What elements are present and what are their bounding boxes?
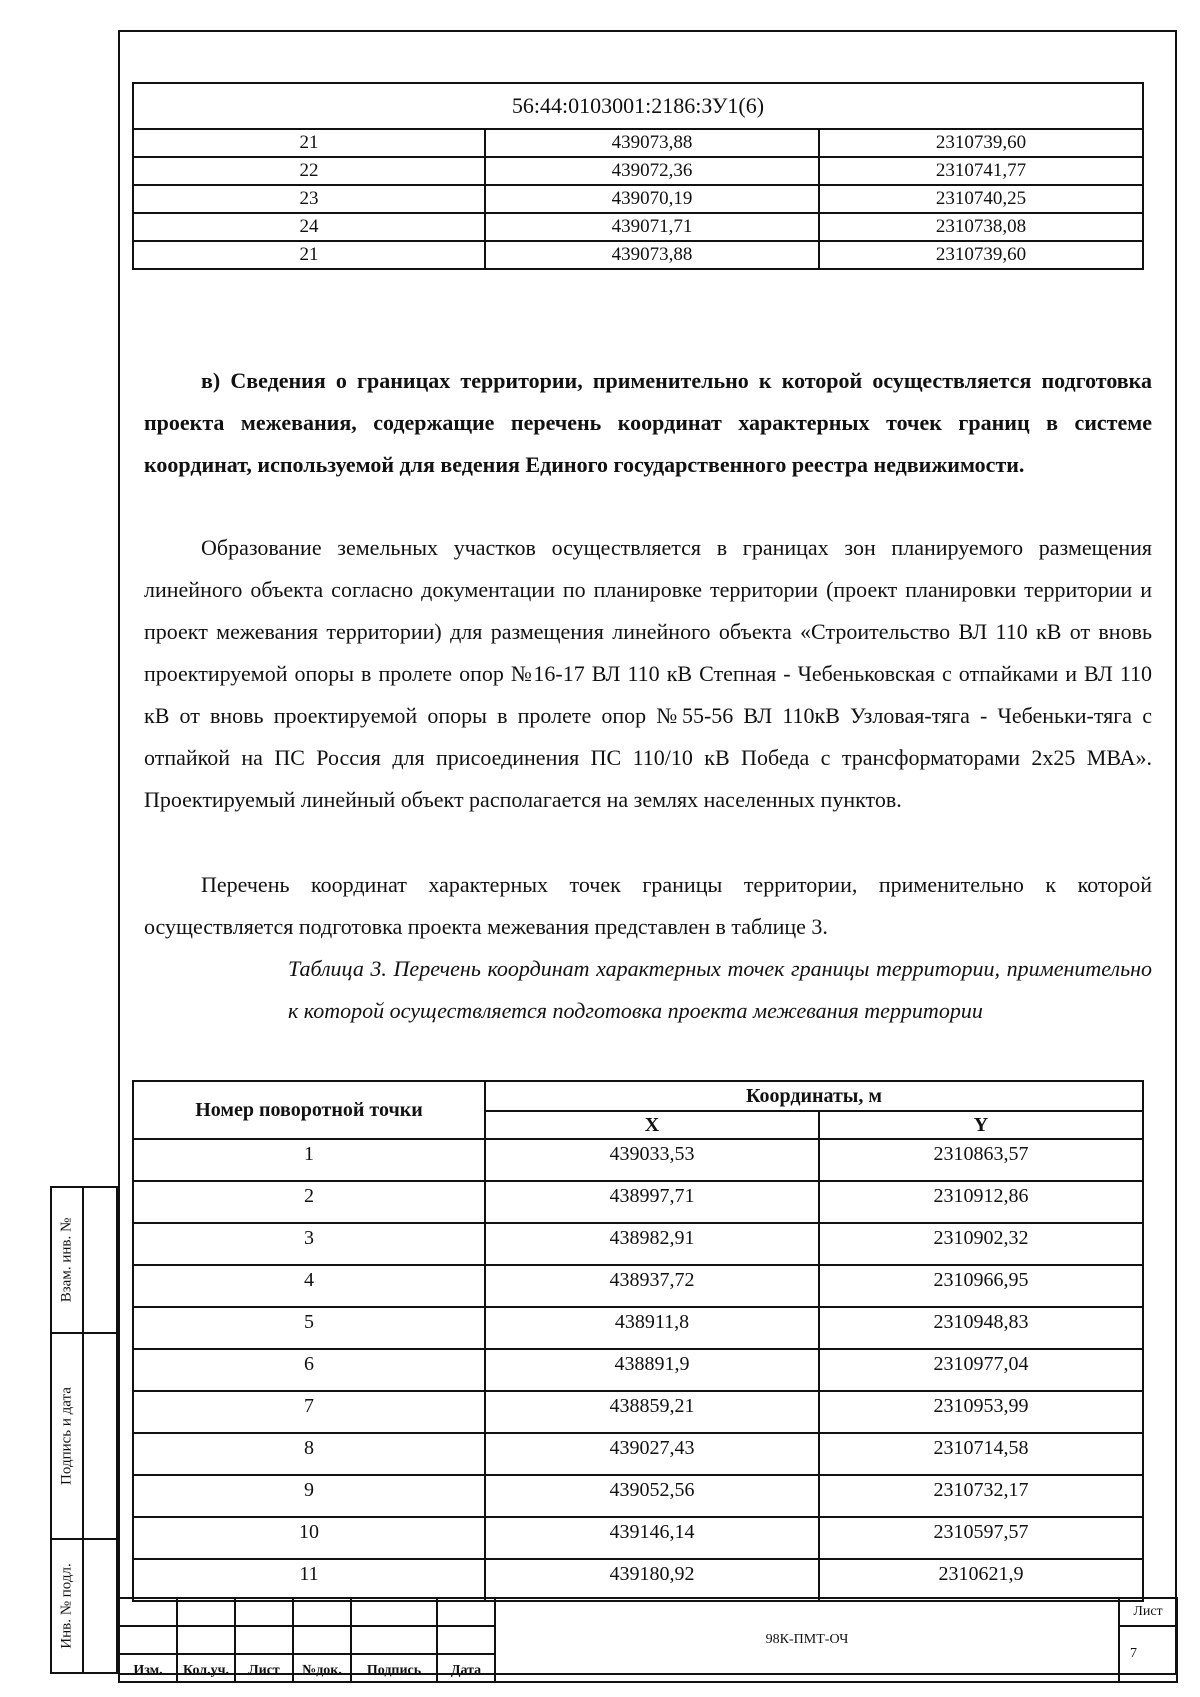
coord-x: 439073,88 (485, 241, 819, 269)
stamp-cell (293, 1598, 351, 1626)
coord-x: 439146,14 (485, 1517, 819, 1559)
coord-y: 2310738,08 (819, 213, 1143, 241)
coord-x: 438911,8 (485, 1307, 819, 1349)
table-row (133, 1307, 1143, 1349)
header-point-number: Номер поворотной точки (133, 1081, 485, 1139)
stamp-col-count: Кол.уч. (177, 1654, 235, 1682)
header-y: Y (819, 1111, 1143, 1139)
coord-y: 2310714,58 (819, 1433, 1143, 1475)
coord-y: 2310739,60 (819, 129, 1143, 157)
coord-y: 2310977,04 (819, 1349, 1143, 1391)
document-code: 98К-ПМТ-ОЧ (495, 1598, 1119, 1682)
sidebar-cell-replace-inv (50, 1186, 84, 1334)
stamp-col-signature: Подпись (351, 1654, 437, 1682)
table-row (133, 213, 1143, 241)
table-row (133, 1391, 1143, 1433)
sidebar-label: Взам. инв. № (58, 1217, 75, 1303)
sheet-number: 7 (1119, 1626, 1177, 1682)
point-number: 22 (133, 157, 485, 185)
coord-x: 439027,43 (485, 1433, 819, 1475)
coord-x: 439070,19 (485, 185, 819, 213)
stamp-cell (437, 1598, 495, 1626)
header-coordinates: Координаты, м (485, 1081, 1143, 1111)
coord-x: 438891,9 (485, 1349, 819, 1391)
point-number: 21 (133, 241, 485, 269)
stamp-col-sheet: Лист (235, 1654, 293, 1682)
stamp-cell (235, 1598, 293, 1626)
point-number: 3 (133, 1223, 485, 1265)
table-row (133, 1139, 1143, 1181)
point-number: 9 (133, 1475, 485, 1517)
table-row (133, 157, 1143, 185)
top-coordinates-table (132, 82, 1144, 270)
sidebar-label: Подпись и дата (58, 1387, 75, 1485)
coord-x: 439033,53 (485, 1139, 819, 1181)
table-row (133, 1559, 1143, 1601)
stamp-cell (177, 1598, 235, 1626)
sidebar-blank-cell (82, 1186, 118, 1334)
coord-x: 438937,72 (485, 1265, 819, 1307)
coord-y: 2310912,86 (819, 1181, 1143, 1223)
boundary-points-table (132, 1080, 1144, 1602)
table-row (133, 1349, 1143, 1391)
paragraph-text: Перечень координат характерных точек границы территории, применительно к которой осуществляется подготовка проекта межевания представлен в таблице 3. (144, 872, 1152, 939)
coord-y: 2310948,83 (819, 1307, 1143, 1349)
coord-y: 2310953,99 (819, 1391, 1143, 1433)
stamp-cell (351, 1598, 437, 1626)
coord-x: 439071,71 (485, 213, 819, 241)
title-block (118, 1597, 1178, 1683)
coord-x: 439073,88 (485, 129, 819, 157)
stamp-cell (119, 1626, 177, 1654)
point-number: 7 (133, 1391, 485, 1433)
section-v (144, 360, 1152, 486)
point-number: 1 (133, 1139, 485, 1181)
table-row (133, 185, 1143, 213)
coord-y: 2310966,95 (819, 1265, 1143, 1307)
point-number: 6 (133, 1349, 485, 1391)
stamp-cell (235, 1626, 293, 1654)
table-row (133, 129, 1143, 157)
table-title-row (133, 83, 1143, 129)
coord-y: 2310902,32 (819, 1223, 1143, 1265)
table-row (133, 1265, 1143, 1307)
point-number: 21 (133, 129, 485, 157)
coord-y: 2310732,17 (819, 1475, 1143, 1517)
point-number: 2 (133, 1181, 485, 1223)
coord-x: 438859,21 (485, 1391, 819, 1433)
coord-x: 439180,92 (485, 1559, 819, 1601)
sidebar-blank-cell (82, 1538, 118, 1674)
sheet-label: Лист (1119, 1598, 1177, 1626)
point-number: 23 (133, 185, 485, 213)
header-x: X (485, 1111, 819, 1139)
coord-y: 2310741,77 (819, 157, 1143, 185)
coord-x: 439052,56 (485, 1475, 819, 1517)
point-number: 11 (133, 1559, 485, 1601)
sidebar-label: Инв. № подл. (58, 1563, 75, 1649)
table-row (133, 1223, 1143, 1265)
coord-y: 2310621,9 (819, 1559, 1143, 1601)
point-number: 8 (133, 1433, 485, 1475)
stamp-col-date: Дата (437, 1654, 495, 1682)
stamp-cell (437, 1626, 495, 1654)
header-row (133, 1081, 1143, 1111)
sidebar-cell-signature-date (50, 1332, 84, 1540)
stamp-col-change: Изм. (119, 1654, 177, 1682)
stamp-cell (351, 1626, 437, 1654)
sidebar-blank-cell (82, 1332, 118, 1540)
coord-x: 438982,91 (485, 1223, 819, 1265)
table-row (133, 241, 1143, 269)
table-row (133, 1475, 1143, 1517)
paragraph-1 (144, 527, 1152, 821)
coord-x: 438997,71 (485, 1181, 819, 1223)
coord-x: 439072,36 (485, 157, 819, 185)
table-row (133, 1433, 1143, 1475)
stamp-cell (119, 1598, 177, 1626)
point-number: 10 (133, 1517, 485, 1559)
table-row (133, 1517, 1143, 1559)
stamp-col-doc: №док. (293, 1654, 351, 1682)
coord-y: 2310863,57 (819, 1139, 1143, 1181)
table-caption: Таблица 3. Перечень координат характерных точек границы территории, применительно к которой осуществляется подготовка проекта межевания территории (288, 956, 1152, 1023)
sidebar-cell-inv-original (50, 1538, 84, 1674)
table-row (133, 1181, 1143, 1223)
parcel-number: 56:44:0103001:2186:ЗУ1(6) (133, 83, 1143, 129)
coord-y: 2310739,60 (819, 241, 1143, 269)
coord-y: 2310597,57 (819, 1517, 1143, 1559)
coord-y: 2310740,25 (819, 185, 1143, 213)
paragraph-2 (144, 864, 1152, 948)
stamp-cell (293, 1626, 351, 1654)
point-number: 5 (133, 1307, 485, 1349)
point-number: 24 (133, 213, 485, 241)
paragraph-text: Образование земельных участков осуществляется в границах зон планируемого размещения линейного объекта согласно документации по планировке территории (проект планировки территории и проект межевания территории) для размещения линейного объекта «Строительство ВЛ 110 кВ от вновь проектируемой опоры в пролете опор №16-17 ВЛ 110 кВ Степная - Чебеньковская с отпайками и ВЛ 110 кВ от вновь проектируемой опоры в пролете опор №55-56 ВЛ 110кВ Узловая-тяга - Чебеньки-тяга с отпайкой на ПС Россия для присоединения ПС 110/10 кВ Победа с трансформаторами 2х25 МВА». Проектируемый линейный объект располагается на землях населенных пунктов. (144, 535, 1152, 812)
point-number: 4 (133, 1265, 485, 1307)
stamp-cell (177, 1626, 235, 1654)
section-heading: в) Сведения о границах территории, применительно к которой осуществляется подготовка проекта межевания, содержащие перечень координат характерных точек границ в системе координат, используемой для ведения Единого государственного реестра недвижимости. (144, 368, 1152, 477)
